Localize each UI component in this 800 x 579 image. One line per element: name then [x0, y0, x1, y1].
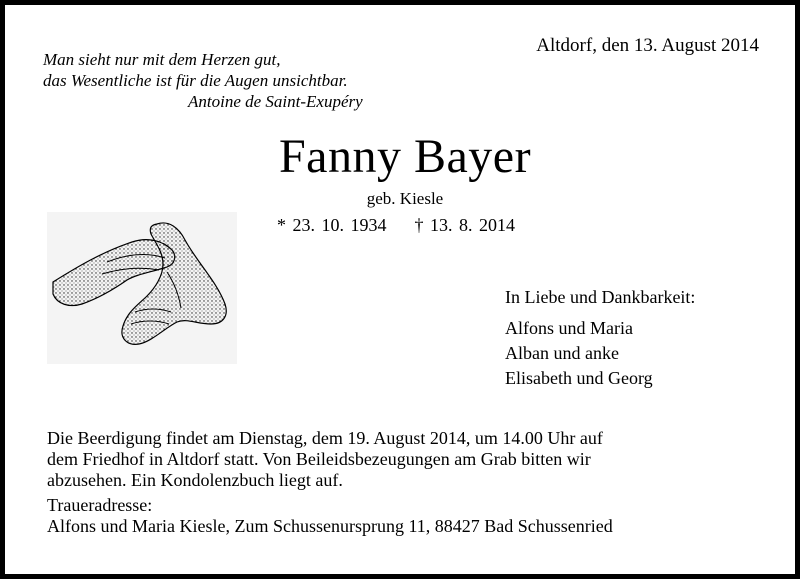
address-label: Traueradresse: [47, 495, 153, 515]
mourners-intro: In Liebe und Dankbarkeit: [505, 287, 696, 307]
funeral-details [47, 428, 767, 537]
death-date: † 13. 8. 2014 [414, 215, 515, 235]
mourner-name: Alfons und Maria [505, 318, 633, 338]
maiden-name: geb. Kiesle [366, 189, 444, 208]
deceased-name: Fanny Bayer [278, 130, 532, 183]
quote-line-2: das Wesentliche ist für die Augen unsichtbar. [43, 71, 348, 90]
funeral-line-1: Die Beerdigung findet am Dienstag, dem 19. August 2014, um 14.00 Uhr auf [47, 428, 603, 448]
quote-block [43, 49, 363, 112]
funeral-line-2: dem Friedhof in Altdorf statt. Von Beileidsbezeugungen am Grab bitten wir [47, 449, 591, 469]
life-dates [277, 215, 515, 236]
mourner-name: Elisabeth und Georg [505, 368, 653, 388]
mourners-block [505, 285, 695, 391]
quote-author: Antoine de Saint-Exupéry [188, 92, 363, 111]
birth-date: * 23. 10. 1934 [277, 215, 387, 235]
place-date: Altdorf, den 13. August 2014 [536, 35, 759, 56]
quote-line-1: Man sieht nur mit dem Herzen gut, [43, 50, 281, 69]
mourner-name: Alban und anke [505, 343, 619, 363]
address-value: Alfons und Maria Kiesle, Zum Schussenursprung 11, 88427 Bad Schussenried [47, 516, 613, 536]
funeral-line-3: abzusehen. Ein Kondolenzbuch liegt auf. [47, 470, 343, 490]
hands-drawing [47, 212, 237, 364]
hands-illustration [47, 212, 237, 364]
